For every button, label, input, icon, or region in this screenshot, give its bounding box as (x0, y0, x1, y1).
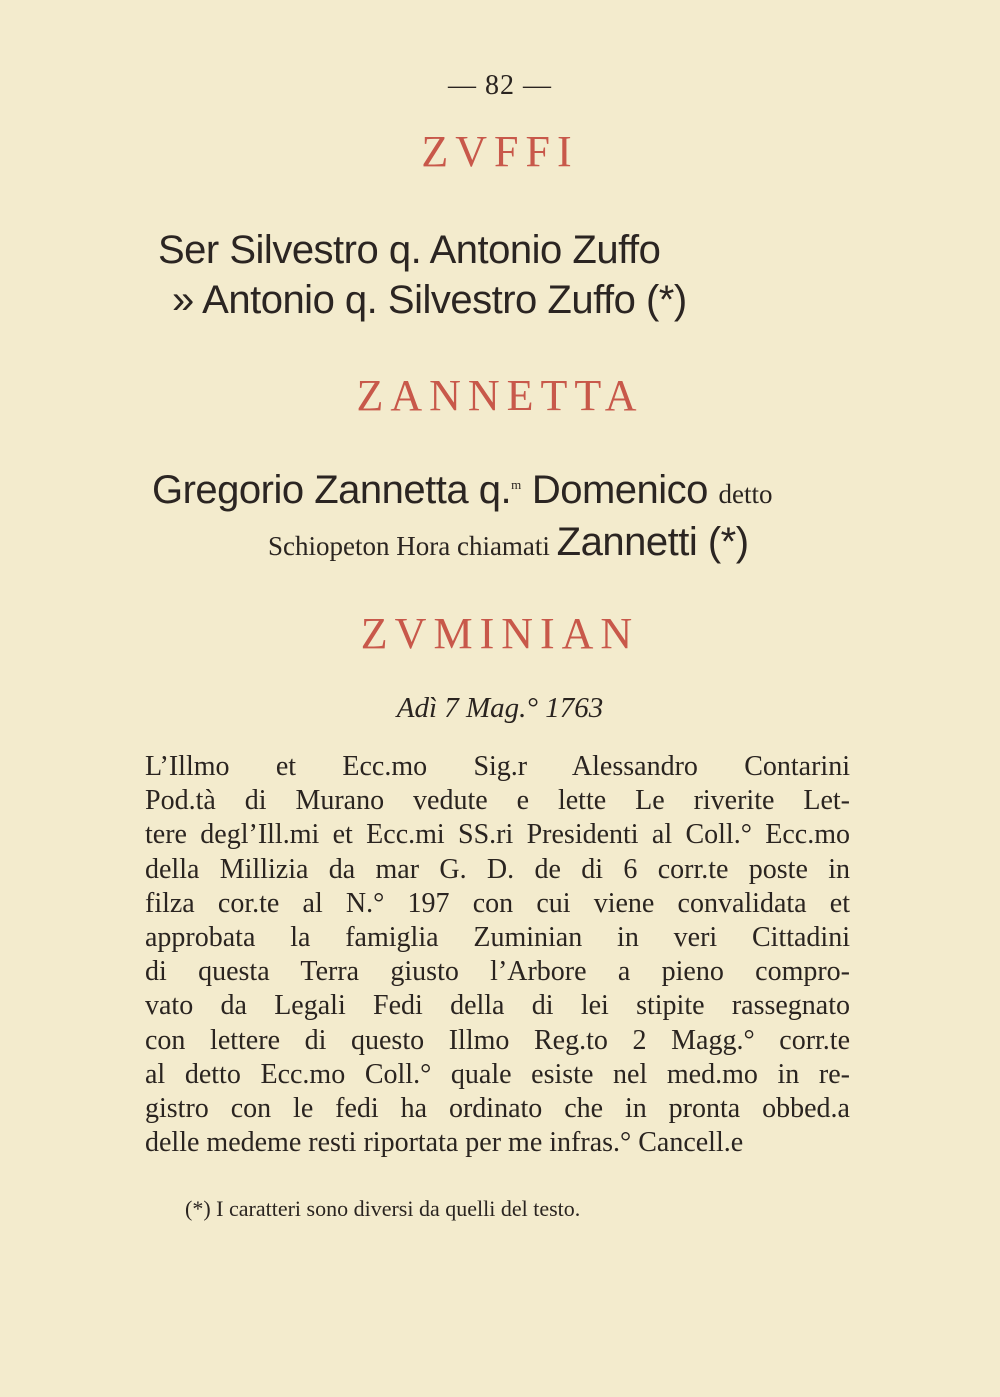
heading-zannetta: ZANNETTA (356, 371, 644, 420)
zannetta-line-2 (268, 520, 749, 565)
zuffi-line-1: Ser Silvestro q. Antonio Zuffo (158, 228, 661, 272)
body-line: approbata la famiglia Zuminian in veri Cittadini (145, 922, 850, 954)
zannetta-name: Gregorio Zannetta q. (152, 468, 512, 512)
body-line: tere degl’Ill.mi et Ecc.mi SS.ri Presidenti al Coll.° Ecc.mo (145, 819, 850, 851)
zannetta-sup: m (511, 477, 522, 492)
zannetta-father: Domenico (521, 468, 719, 512)
zuminian-date: Adì 7 Mag.° 1763 (396, 692, 604, 724)
body-line: L’Illmo et Ecc.mo Sig.r Alessandro Contarini (145, 751, 850, 782)
body-line: gistro con le fedi ha ordinato che in pronta obbed.a (145, 1093, 850, 1125)
body-line: al detto Ecc.mo Coll.° quale esiste nel med.mo in re- (145, 1058, 850, 1090)
body-line: con lettere di questo Illmo Reg.to 2 Magg.° corr.te (145, 1024, 850, 1056)
heading-zuffi: ZVFFI (421, 127, 579, 176)
zannetta-line-1 (152, 468, 773, 513)
body-line: filza cor.te al N.° 197 con cui viene convalidata et (145, 887, 850, 919)
zannetta-alias: Schiopeton Hora chiamati (268, 531, 557, 561)
zannetta-detto: detto (718, 479, 773, 509)
zuminian-body (145, 750, 850, 1160)
page-number: — 82 — (448, 70, 552, 101)
footnote: (*) I caratteri sono diversi da quelli del testo. (185, 1196, 581, 1221)
heading-zuminian: ZVMINIAN (360, 609, 640, 658)
body-line: di questa Terra giusto l’Arbore a pieno compro- (145, 956, 850, 988)
zuffi-line-2: » Antonio q. Silvestro Zuffo (*) (172, 278, 687, 322)
zannetta-new-name: Zannetti (*) (556, 520, 749, 564)
body-line: vato da Legali Fedi della di lei stipite rassegnato (145, 990, 850, 1022)
body-line: Pod.tà di Murano vedute e lette Le riverite Let- (145, 785, 850, 817)
body-line: della Millizia da mar G. D. de di 6 corr.te poste in (145, 853, 850, 885)
body-line: delle medeme resti riportata per me infras.° Cancell.e (145, 1127, 744, 1159)
